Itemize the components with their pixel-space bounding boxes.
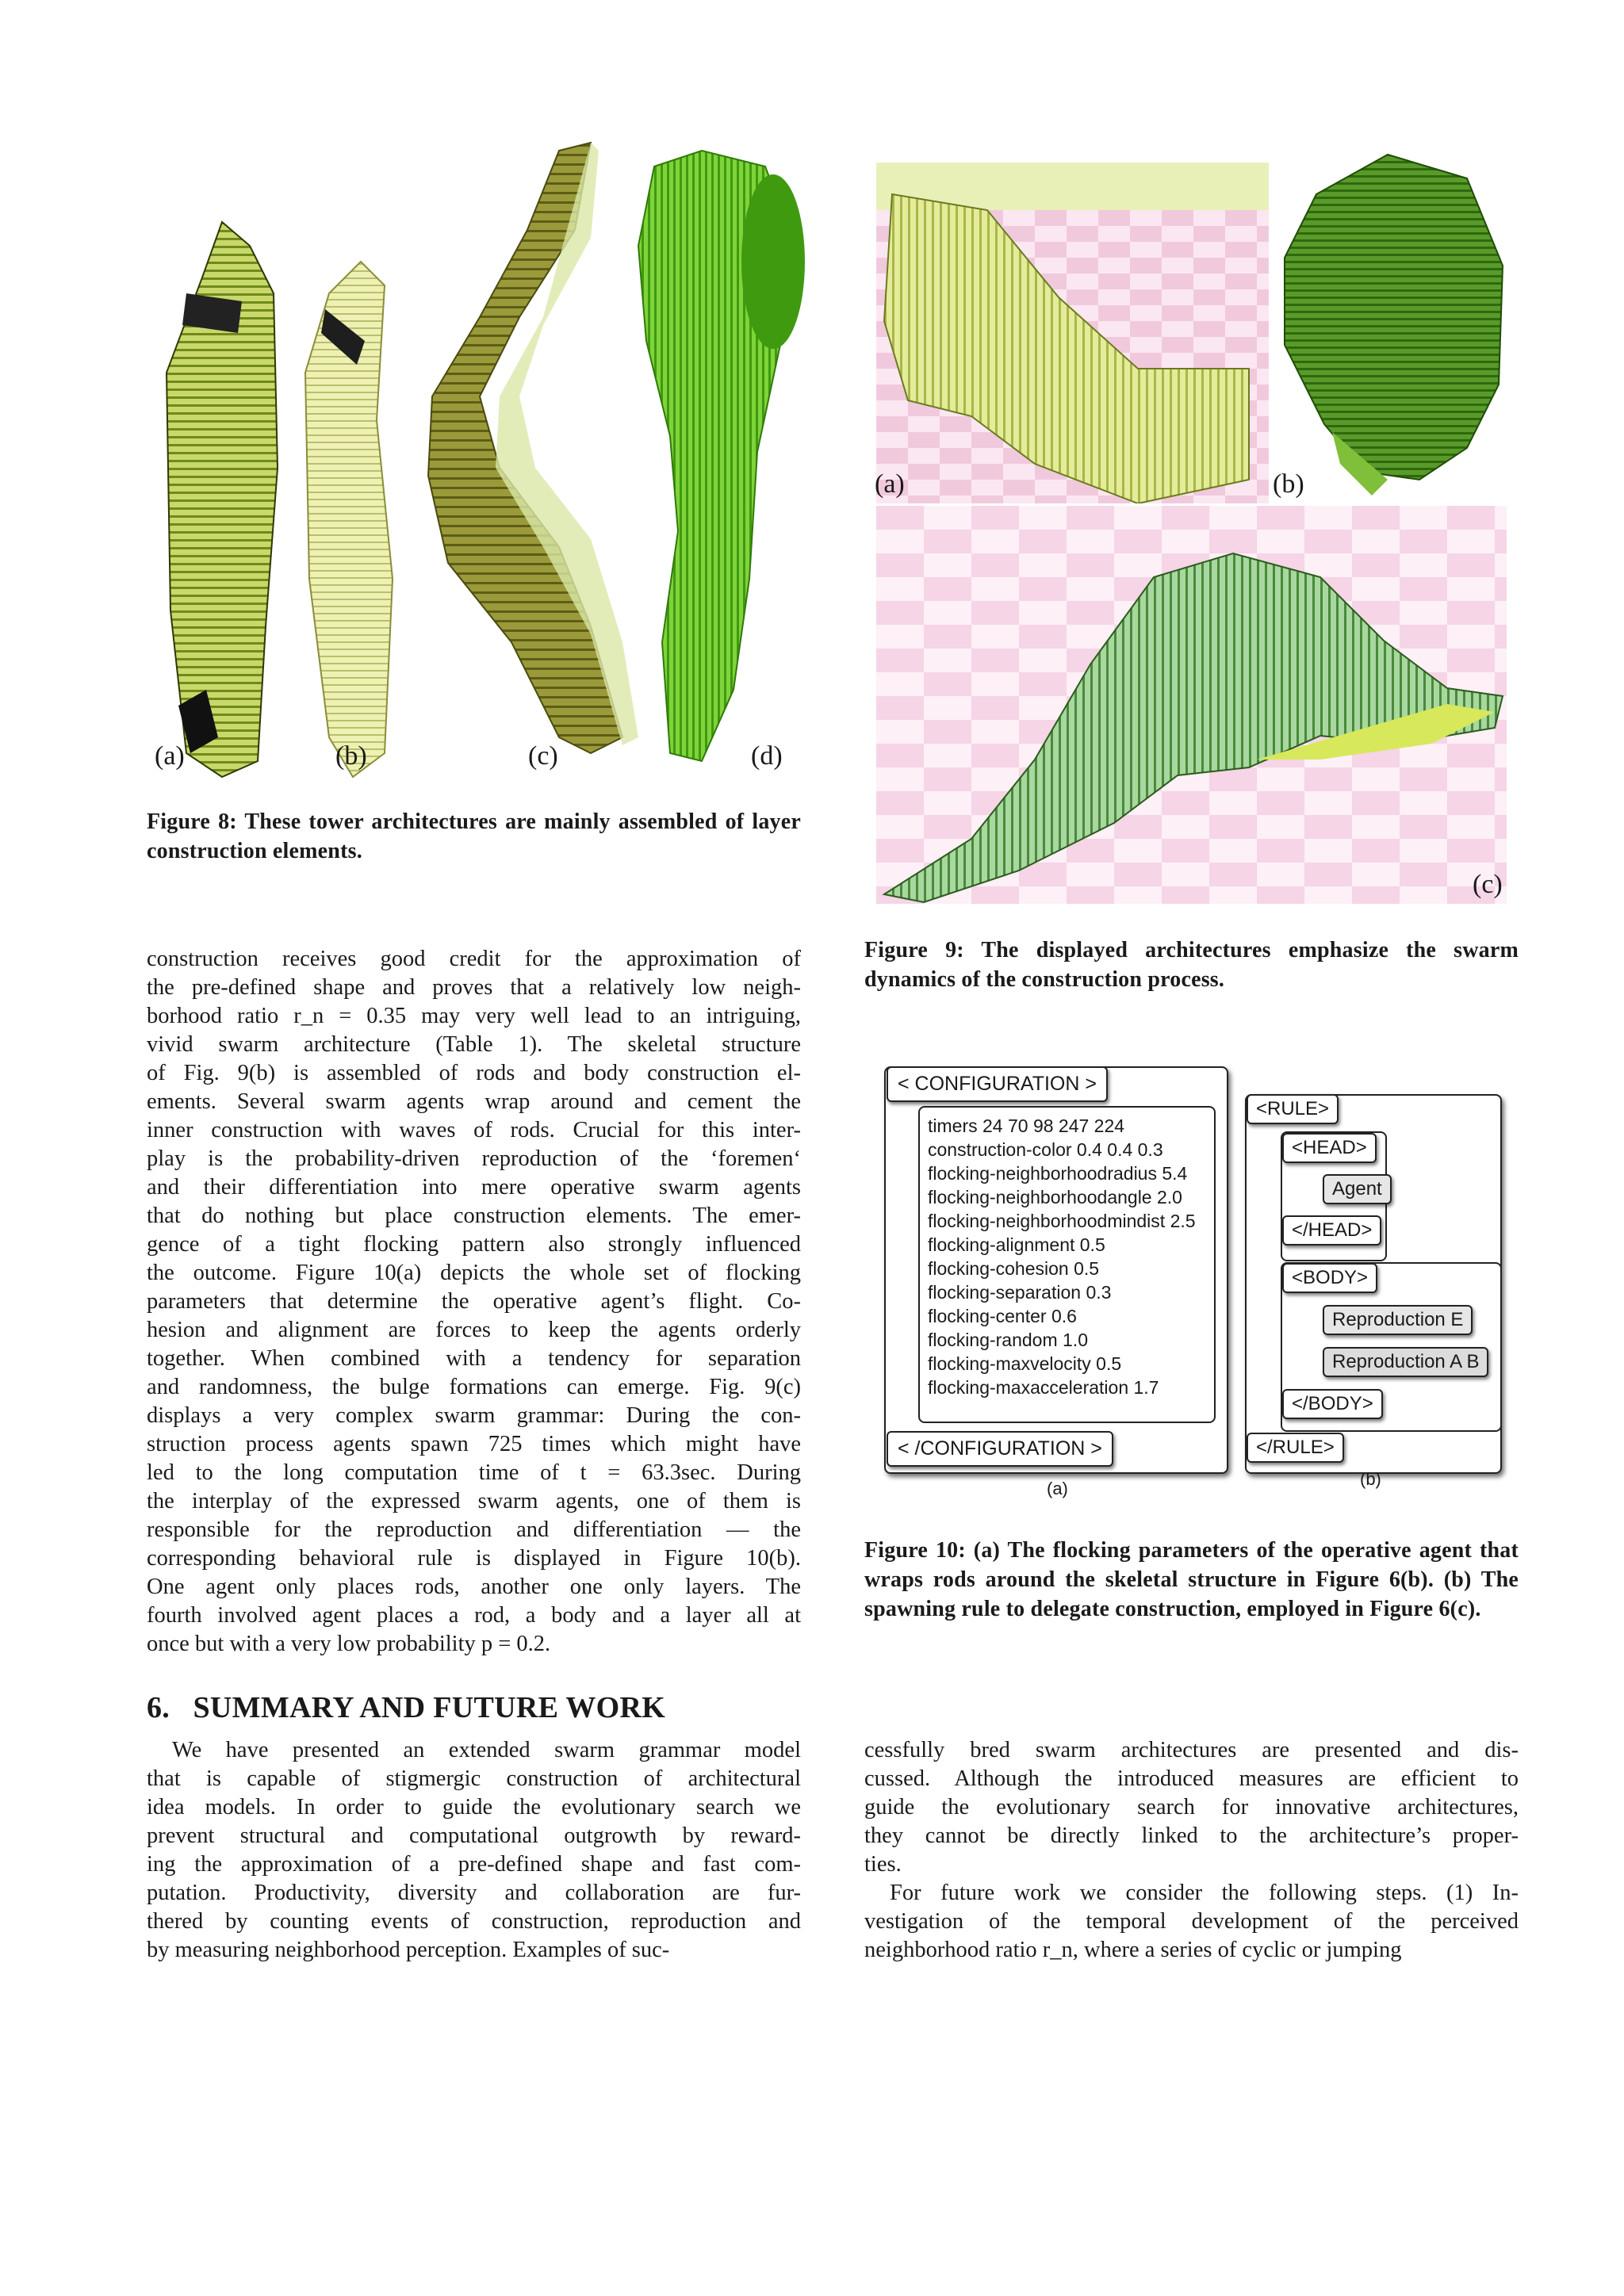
param-item: construction-color 0.4 0.4 0.3 <box>928 1139 1163 1160</box>
text-line: they cannot be directly linked to the architecture’s proper- <box>864 1823 1519 1848</box>
text-line: vivid swarm architecture (Table 1). The skeletal structure <box>147 1032 801 1057</box>
param-item: flocking-neighborhoodradius 5.4 <box>928 1163 1188 1184</box>
text-line: that do nothing but place construction elements. The emer- <box>147 1203 801 1228</box>
param-item: flocking-neighborhoodmindist 2.5 <box>928 1211 1196 1231</box>
fig10-label-a: (a) <box>1047 1479 1068 1498</box>
section-heading: 6. SUMMARY AND FUTURE WORK <box>147 1691 666 1724</box>
param-item: flocking-random 1.0 <box>928 1330 1088 1350</box>
fig8-label-d: (d) <box>751 741 783 771</box>
fig10-label-b: (b) <box>1360 1469 1381 1489</box>
right-column-paragraph <box>864 1736 1519 1965</box>
figure-9-caption: Figure 9: The displayed architectures emphasize the swarm dynamics of the construction process. <box>864 938 1519 992</box>
left-column-paragraph <box>147 945 801 1659</box>
text-line: fourth involved agent places a rod, a body and a layer all at <box>147 1603 801 1628</box>
text-line: parameters that determine the operative agent’s flight. Co- <box>147 1289 801 1314</box>
text-line: prevent structural and computational outgrowth by reward- <box>147 1823 801 1848</box>
text-line: cessfully bred swarm architectures are presented and dis- <box>864 1738 1519 1762</box>
param-item: flocking-center 0.6 <box>928 1306 1077 1326</box>
text-line: ties. <box>864 1852 902 1877</box>
text-line: displays a very complex swarm grammar: During the con- <box>147 1403 801 1428</box>
text-line: that is capable of stigmergic construction of architectural <box>147 1766 801 1791</box>
text-line: cussed. Although the introduced measures are efficient to <box>864 1766 1519 1791</box>
head-close-tag: </HEAD> <box>1282 1215 1381 1246</box>
param-item: flocking-cohesion 0.5 <box>928 1258 1100 1279</box>
text-line: responsible for the reproduction and differentiation — the <box>147 1517 801 1542</box>
body-close-tag: </BODY> <box>1282 1389 1383 1419</box>
text-line: play is the probability-driven reproduction of the ‘foremen‘ <box>147 1146 801 1171</box>
text-line: struction process agents spawn 725 times which might have <box>147 1432 801 1456</box>
architecture-9b <box>1285 155 1503 480</box>
text-line: the outcome. Figure 10(a) depicts the whole set of flocking <box>147 1261 801 1285</box>
config-open-tag: < CONFIGURATION > <box>887 1066 1108 1102</box>
figure-8-caption: Figure 8: These tower architectures are mainly assembled of layer construction elements. <box>147 809 801 863</box>
summary-paragraph <box>147 1736 801 1965</box>
fig9-label-a: (a) <box>875 469 905 499</box>
text-line: construction receives good credit for the approximation of <box>147 947 801 971</box>
text-line: and randomness, the bulge formations can emerge. Fig. 9(c) <box>147 1375 801 1399</box>
body-open-tag: <BODY> <box>1282 1263 1377 1293</box>
text-line: ements. Several swarm agents wrap around and cement the <box>147 1089 801 1114</box>
fig9-label-b: (b) <box>1273 469 1304 499</box>
reproduction-ab-tag: Reproduction A B <box>1323 1347 1488 1377</box>
param-item: flocking-neighborhoodangle 2.0 <box>928 1187 1182 1207</box>
figure-8-image <box>147 135 813 785</box>
text-line: the pre-defined shape and proves that a relatively low neigh- <box>147 975 801 1000</box>
fig9-label-c: (c) <box>1473 870 1503 899</box>
text-line: thered by counting events of construction, reproduction and <box>147 1909 801 1934</box>
head-open-tag: <HEAD> <box>1282 1133 1377 1163</box>
figure-9b-image <box>1269 147 1511 503</box>
text-line: by measuring neighborhood perception. Examples of suc- <box>147 1938 670 1962</box>
fig8-label-b: (b) <box>335 741 367 771</box>
figure-9c-image <box>876 506 1507 904</box>
reproduction-e-tag: Reproduction E <box>1323 1305 1473 1335</box>
text-line: gence of a tight flocking pattern also strongly influenced <box>147 1232 801 1257</box>
text-line: One agent only places rods, another one only layers. The <box>147 1575 801 1599</box>
parameter-list <box>918 1106 1216 1423</box>
figure-10-caption: Figure 10: (a) The flocking parameters of the operative agent that wraps rods around the skeletal structure in Figure 6(b). (b) The spawning rule to delegate construction, employed in Figure 6(c). <box>864 1538 1519 1621</box>
param-item: flocking-maxvelocity 0.5 <box>928 1353 1122 1374</box>
text-line: idea models. In order to guide the evolutionary search we <box>147 1795 801 1820</box>
text-line: together. When combined with a tendency for separation <box>147 1346 801 1371</box>
fig8-label-c: (c) <box>528 741 558 771</box>
text-line: ing the approximation of a pre-defined shape and fast com- <box>147 1852 801 1877</box>
rule-close-tag: </RULE> <box>1247 1433 1344 1463</box>
text-line: and their differentiation into mere operative swarm agents <box>147 1175 801 1200</box>
fig8-label-a: (a) <box>155 741 185 771</box>
text-line: We have presented an extended swarm grammar model <box>172 1738 801 1762</box>
figure-9a-image <box>876 163 1269 503</box>
text-line: the interplay of the expressed swarm agents, one of them is <box>147 1489 801 1513</box>
param-item: flocking-separation 0.3 <box>928 1282 1112 1303</box>
text-line: inner construction with waves of rods. Crucial for this inter- <box>147 1118 801 1142</box>
text-line: hesion and alignment are forces to keep the agents orderly <box>147 1318 801 1342</box>
rule-open-tag: <RULE> <box>1247 1094 1339 1124</box>
param-item: timers 24 70 98 247 224 <box>928 1115 1125 1136</box>
text-line: once but with a very low probability p = 0.2. <box>147 1632 551 1656</box>
config-close-tag: < /CONFIGURATION > <box>887 1431 1113 1467</box>
figure-10 <box>880 1058 1507 1502</box>
text-line: led to the long computation time of t = 63.3sec. During <box>147 1460 801 1485</box>
agent-tag: Agent <box>1323 1174 1392 1204</box>
text-line: putation. Productivity, diversity and collaboration are fur- <box>147 1881 801 1905</box>
text-line: neighborhood ratio r_n, where a series of cyclic or jumping <box>864 1938 1402 1962</box>
text-line: For future work we consider the following steps. (1) In- <box>890 1881 1519 1905</box>
param-item: flocking-maxacceleration 1.7 <box>928 1377 1159 1398</box>
text-line: guide the evolutionary search for innovative architectures, <box>864 1795 1519 1820</box>
param-item: flocking-alignment 0.5 <box>928 1234 1105 1255</box>
text-line: vestigation of the temporal development of the perceived <box>864 1909 1519 1934</box>
figure-8-towers <box>147 135 813 785</box>
text-line: of Fig. 9(b) is assembled of rods and body construction el- <box>147 1061 801 1085</box>
text-line: borhood ratio r_n = 0.35 may very well lead to an intriguing, <box>147 1004 801 1028</box>
text-line: corresponding behavioral rule is displayed in Figure 10(b). <box>147 1546 801 1571</box>
